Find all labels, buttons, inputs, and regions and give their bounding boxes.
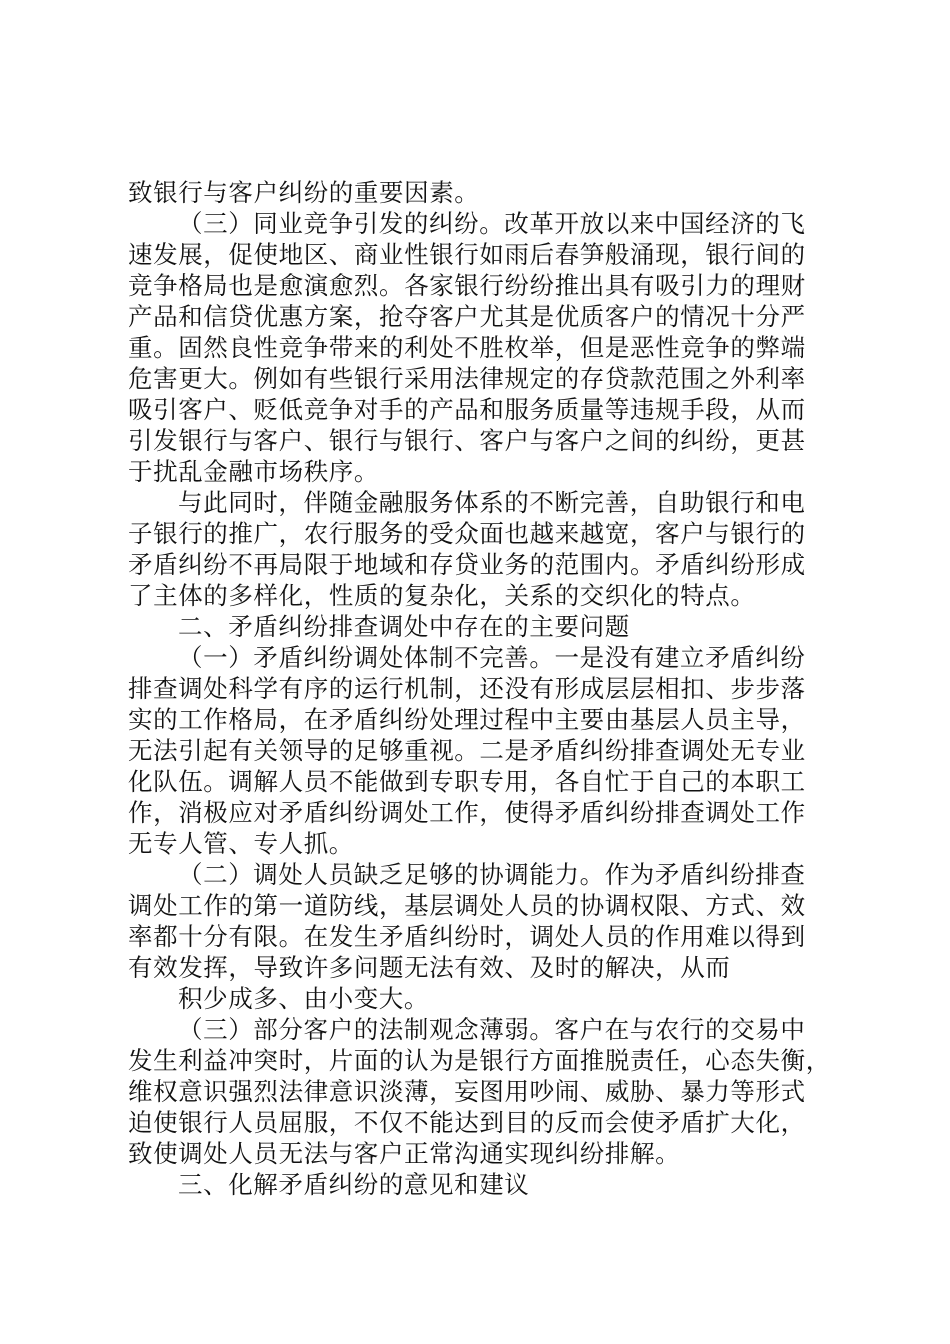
paragraph-line: 实的工作格局，在矛盾纠纷处理过程中主要由基层人员主导， [128, 705, 806, 734]
paragraph-line: 矛盾纠纷不再局限于地域和存贷业务的范围内。矛盾纠纷形成 [128, 550, 806, 579]
paragraph-line: 有效发挥，导致许多问题无法有效、及时的解决，从而 [128, 953, 731, 982]
paragraph-line: 积少成多、由小变大。 [178, 984, 429, 1013]
paragraph-line: 吸引客户、贬低竞争对手的产品和服务质量等违规手段，从而 [128, 395, 806, 424]
paragraph-line: 排查调处科学有序的运行机制，还没有形成层层相扣、步步落 [128, 674, 806, 703]
paragraph-line: 化队伍。调解人员不能做到专职专用，各自忙于自己的本职工 [128, 767, 806, 796]
paragraph-line: 于扰乱金融市场秩序。 [128, 457, 379, 486]
paragraph-line: 发生利益冲突时，片面的认为是银行方面推脱责任，心态失衡， [128, 1046, 831, 1075]
paragraph-line: 子银行的推广，农行服务的受众面也越来越宽，客户与银行的 [128, 519, 806, 548]
paragraph-line: （三）同业竞争引发的纠纷。改革开放以来中国经济的飞 [178, 209, 806, 238]
paragraph-line: 产品和信贷优惠方案，抢夺客户尤其是优质客户的情况十分严 [128, 302, 806, 331]
paragraph-line: 危害更大。例如有些银行采用法律规定的存贷款范围之外利率 [128, 364, 806, 393]
paragraph-line: 无专人管、专人抓。 [128, 829, 354, 858]
paragraph-line: 竞争格局也是愈演愈烈。各家银行纷纷推出具有吸引力的理财 [128, 271, 806, 300]
paragraph-line: 致使调处人员无法与客户正常沟通实现纠纷排解。 [128, 1139, 681, 1168]
paragraph-line: 作，消极应对矛盾纠纷调处工作，使得矛盾纠纷排查调处工作 [128, 798, 806, 827]
paragraph-line: （二）调处人员缺乏足够的协调能力。作为矛盾纠纷排查 [178, 860, 806, 889]
paragraph-line: 了主体的多样化，性质的复杂化，关系的交织化的特点。 [128, 581, 756, 610]
paragraph-line: 引发银行与客户、银行与银行、客户与客户之间的纠纷，更甚 [128, 426, 806, 455]
paragraph-line: 率都十分有限。在发生矛盾纠纷时，调处人员的作用难以得到 [128, 922, 806, 951]
paragraph-line: 致银行与客户纠纷的重要因素。 [128, 178, 480, 207]
paragraph-line: 速发展，促使地区、商业性银行如雨后春笋般涌现，银行间的 [128, 240, 806, 269]
section-heading: 三、化解矛盾纠纷的意见和建议 [178, 1170, 530, 1199]
paragraph-line: 与此同时，伴随金融服务体系的不断完善，自助银行和电 [178, 488, 806, 517]
paragraph-line: 调处工作的第一道防线，基层调处人员的协调权限、方式、效 [128, 891, 806, 920]
paragraph-line: 重。固然良性竞争带来的利处不胜枚举，但是恶性竞争的弊端 [128, 333, 806, 362]
section-heading: 二、矛盾纠纷排查调处中存在的主要问题 [178, 612, 630, 641]
paragraph-line: （三）部分客户的法制观念薄弱。客户在与农行的交易中 [178, 1015, 806, 1044]
paragraph-line: 维权意识强烈法律意识淡薄，妄图用吵闹、威胁、暴力等形式 [128, 1077, 806, 1106]
paragraph-line: （一）矛盾纠纷调处体制不完善。一是没有建立矛盾纠纷 [178, 643, 806, 672]
paragraph-line: 无法引起有关领导的足够重视。二是矛盾纠纷排查调处无专业 [128, 736, 806, 765]
paragraph-line: 迫使银行人员屈服，不仅不能达到目的反而会使矛盾扩大化， [128, 1108, 806, 1137]
